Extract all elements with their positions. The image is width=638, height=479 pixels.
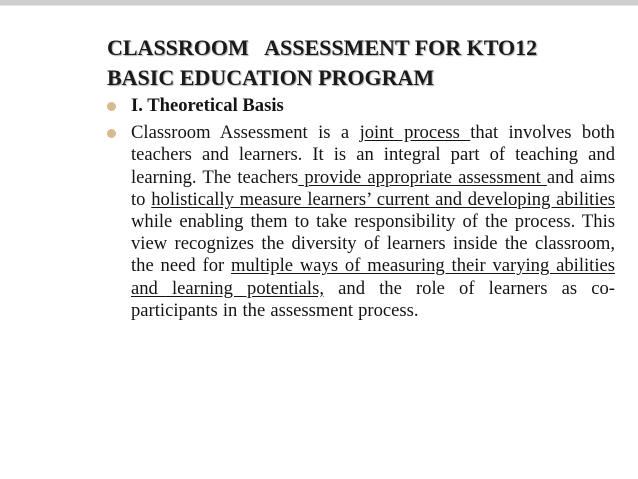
paragraph-text-4: while enabling them to take responsibility of the process. This view recognizes the diversity of learners inside the classroom, the need for	[131, 211, 615, 277]
bullet-text: I. Theoretical Basis	[131, 95, 284, 116]
underlined-joint-process: joint process	[359, 122, 471, 144]
paragraph-text-1: Classroom Assessment is a	[131, 122, 360, 144]
bullet-item-classroom-assessment	[107, 122, 615, 322]
bullet-item-theoretical-basis	[107, 95, 615, 117]
bullet-dot-icon	[107, 129, 116, 138]
slide-title-line-2: BASIC EDUCATION PROGRAM	[107, 65, 435, 90]
slide-title-line-1: CLASSROOM ASSESSMENT FOR KTO12	[107, 35, 538, 60]
paragraph-text-3: and aims to	[131, 166, 615, 210]
underlined-multiple-ways: multiple ways of measuring their varying abilities and learning potentials,	[131, 255, 615, 299]
paragraph-text-2: that involves both teachers and learners. It is an integral part of teaching and learning. The teachers	[131, 122, 615, 188]
slide-title	[107, 33, 607, 93]
top-rule-highlight	[0, 5, 638, 6]
bullet-dot-icon	[107, 102, 116, 111]
slide-content	[107, 95, 615, 327]
paragraph-text-5: and the role of learners as co-participants in the assessment process.	[131, 277, 615, 321]
underlined-provide-assessment: provide appropriate assessment	[298, 166, 547, 188]
underlined-holistically-measure: holistically measure learners’ current and developing abilities	[151, 188, 615, 210]
